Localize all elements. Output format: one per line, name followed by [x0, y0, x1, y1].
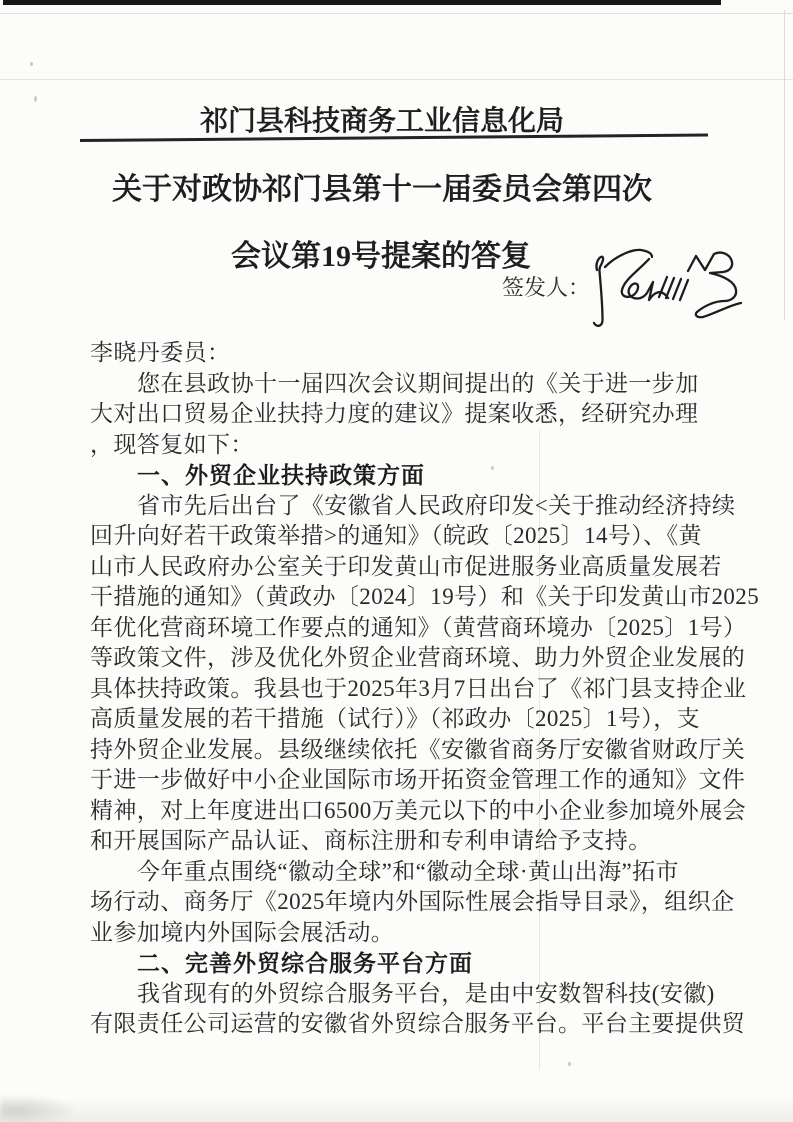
letterhead-org-name: 祁门县科技商务工业信息化局	[200, 106, 565, 137]
section-heading-1: 一、外贸企业扶持政策方面	[137, 462, 425, 488]
body-line: 省市先后出台了《安徽省人民政府印发<关于推动经济持续	[137, 492, 736, 518]
body-line: 高质量发展的若干措施（试行）》（祁政办〔2025〕1号），支	[90, 706, 700, 731]
body-line: 年优化营商环境工作要点的通知》（黄营商环境办〔2025〕1号）	[90, 614, 747, 640]
body-line: 等政策文件，涉及优化外贸企业营商环境、助力外贸企业发展的	[90, 645, 746, 670]
body-line: 今年重点围绕“徽动全球”和“徽动全球·黄山出海”拓市	[137, 858, 679, 884]
body-line: 回升向好若干政策举措>的通知》（皖政〔2025〕14号）、《黄	[90, 523, 702, 548]
scan-speck	[30, 62, 33, 66]
body-line: 山市人民政府办公室关于印发黄山市促进服务业高质量发展若	[90, 553, 722, 579]
scan-hairline	[0, 13, 793, 14]
signature-scribble-icon	[583, 240, 753, 335]
scan-shadow	[0, 1098, 793, 1122]
scan-hairline	[0, 79, 793, 80]
body-line: ，现答复如下：	[90, 431, 254, 457]
document-body	[90, 338, 760, 1040]
body-line: 和开展国际产品认证、商标注册和专利申请给予支持。	[90, 828, 652, 853]
body-line: 干措施的通知》（黄政办〔2024〕19号）和《关于印发黄山市2025	[90, 584, 760, 609]
body-line: 持外贸企业发展。县级继续依托《安徽省商务厅安徽省财政厅关	[90, 736, 746, 762]
body-line: 场行动、商务厅《2025年境内外国际性展会指导目录》，组织企	[90, 889, 735, 914]
document-title-line-1: 关于对政协祁门县第十一届委员会第四次	[112, 173, 652, 206]
body-line: 精神，对上年度进出口6500万美元以下的中小企业参加境外展会	[90, 797, 746, 823]
signer-label: 签发人：	[502, 275, 591, 300]
salutation-line: 李晓丹委员：	[90, 340, 231, 365]
scan-edge-bar	[3, 0, 721, 5]
document-title-line-2: 会议第19号提案的答复	[231, 240, 531, 273]
body-line: 业参加境内外国际会展活动。	[90, 919, 395, 945]
body-line: 于进一步做好中小企业国际市场开拓资金管理工作的通知》文件	[90, 767, 746, 792]
body-line: 具体扶持政策。我县也于2025年3月7日出台了《祁门县支持企业	[90, 675, 747, 701]
scan-speck	[34, 96, 37, 102]
body-line: 大对出口贸易企业扶持力度的建议》提案收悉，经研究办理	[90, 401, 699, 426]
scan-speck	[568, 1062, 571, 1066]
body-line: 我省现有的外贸综合服务平台，是由中安数智科技(安徽)	[137, 980, 715, 1006]
body-line: 您在县政协十一届四次会议期间提出的《关于进一步加	[137, 370, 699, 396]
section-heading-2: 二、完善外贸综合服务平台方面	[137, 950, 473, 976]
body-line: 有限责任公司运营的安徽省外贸综合服务平台。平台主要提供贸	[90, 1011, 746, 1036]
scan-edge-line	[784, 10, 785, 320]
